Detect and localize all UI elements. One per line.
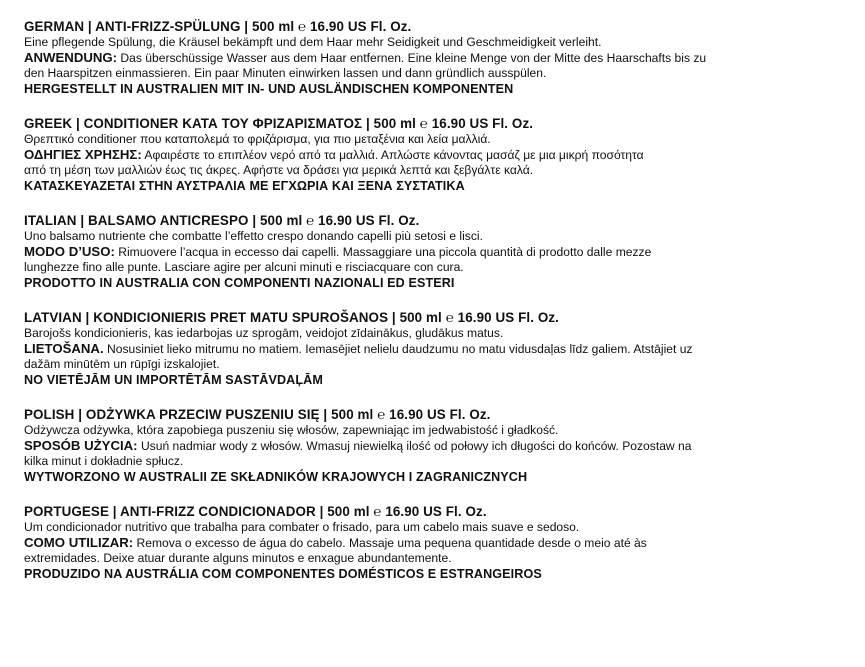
usage-instructions [24, 341, 844, 357]
product-description: Barojošs kondicionieris, kas iedarbojas uz sprogām, veidojot zīdainākus, gludākus matus. [24, 326, 504, 340]
section-heading: GREEK | CONDITIONER ΚΑΤΑ ΤΟΥ ΦΡΙΖΑΡΙΣΜΑΤΟΣ | 500 ml ℮ 16.90 US Fl. Oz. [24, 116, 534, 131]
usage-text-continued: από τη μέση των μαλλιών έως τις άκρες. Αφήστε να δράσει για μερικά λεπτά και ξεβγάλτε καλά. [24, 163, 534, 177]
section-latvian [24, 309, 844, 388]
section-heading: LATVIAN | KONDICIONIERIS PRET MATU SPUROŠANOS | 500 ml ℮ 16.90 US Fl. Oz. [24, 310, 559, 325]
product-description: Θρεπτικό conditioner που καταπολεμά το φριζάρισμα, για πιο μεταξένια και λεία μαλλιά. [24, 132, 491, 146]
usage-label: ΟΔΗΓΙΕΣ ΧΡΗΣΗΣ: [24, 147, 142, 162]
product-description: Eine pflegende Spülung, die Kräusel bekämpft und dem Haar mehr Seidigkeit und Geschmeidigkeit verleiht. [24, 35, 602, 49]
usage-instructions [24, 535, 844, 551]
product-description: Um condicionador nutritivo que trabalha para combater o frisado, para um cabelo mais suave e sedoso. [24, 520, 580, 534]
label-text-page [24, 18, 844, 600]
usage-label: SPOSÓB UŻYCIA: [24, 438, 138, 453]
usage-text-continued: lunghezze fino alle punte. Lasciare agire per alcuni minuti e risciacquare con cura. [24, 260, 464, 274]
section-heading: POLISH | ODŻYWKA PRZECIW PUSZENIU SIĘ | 500 ml ℮ 16.90 US Fl. Oz. [24, 407, 491, 422]
usage-text: Usuń nadmiar wody z włosów. Wmasuj niewielką ilość od połowy ich długości do końców. Pozostaw na [137, 439, 692, 453]
origin-statement: PRODOTTO IN AUSTRALIA CON COMPONENTI NAZIONALI ED ESTERI [24, 276, 455, 290]
usage-instructions [24, 147, 844, 163]
origin-statement: WYTWORZONO W AUSTRALII ZE SKŁADNIKÓW KRAJOWYCH I ZAGRANICZNYCH [24, 470, 528, 484]
section-german [24, 18, 844, 97]
section-portuguese [24, 503, 844, 582]
product-description: Odżywcza odżywka, która zapobiega puszeniu się włosów, zapewniając im jedwabistość i gładkość. [24, 423, 559, 437]
origin-statement: NO VIETĒJĀM UN IMPORTĒTĀM SASTĀVDAĻĀM [24, 373, 323, 387]
section-greek [24, 115, 844, 194]
usage-label: ANWENDUNG: [24, 50, 118, 65]
usage-text-continued: kilka minut i dokładnie spłucz. [24, 454, 184, 468]
product-description: Uno balsamo nutriente che combatte l’effetto crespo donando capelli più setosi e lisci. [24, 229, 483, 243]
usage-label: LIETOŠANA. [24, 341, 104, 356]
usage-instructions [24, 244, 844, 260]
usage-instructions [24, 50, 844, 66]
section-heading: ITALIAN | BALSAMO ANTICRESPO | 500 ml ℮ 16.90 US Fl. Oz. [24, 213, 420, 228]
usage-text-continued: dažām minūtēm un rūpīgi izskalojiet. [24, 357, 220, 371]
origin-statement: HERGESTELLT IN AUSTRALIEN MIT IN- UND AUSLÄNDISCHEN KOMPONENTEN [24, 82, 514, 96]
usage-text: Rimuovere l’acqua in eccesso dai capelli. Massaggiare una piccola quantità di prodotto dalle mezze [114, 245, 652, 259]
usage-label: COMO UTILIZAR: [24, 535, 134, 550]
section-italian [24, 212, 844, 291]
section-heading: PORTUGESE | ANTI-FRIZZ CONDICIONADOR | 500 ml ℮ 16.90 US Fl. Oz. [24, 504, 487, 519]
usage-text: Nosusiniet lieko mitrumu no matiem. Iemasējiet nelielu daudzumu no matu vidusdaļas līdz galiem. Atstājiet uz [103, 342, 693, 356]
usage-text: Αφαιρέστε το επιπλέον νερό από τα μαλλιά. Απλώστε κάνοντας μασάζ με μια μικρή ποσότητα [141, 148, 644, 162]
usage-text-continued: extremidades. Deixe atuar durante alguns minutos e enxague abundantemente. [24, 551, 452, 565]
usage-text-continued: den Haarspitzen einmassieren. Ein paar Minuten einwirken lassen und dann gründlich ausspülen. [24, 66, 547, 80]
section-heading: GERMAN | ANTI-FRIZZ-SPÜLUNG | 500 ml ℮ 16.90 US Fl. Oz. [24, 19, 412, 34]
origin-statement: PRODUZIDO NA AUSTRÁLIA COM COMPONENTES DOMÉSTICOS E ESTRANGEIROS [24, 567, 542, 581]
usage-text: Remova o excesso de água do cabelo. Massaje uma pequena quantidade desde o meio até às [133, 536, 647, 550]
usage-instructions [24, 438, 844, 454]
section-polish [24, 406, 844, 485]
usage-label: MODO D’USO: [24, 244, 115, 259]
usage-text: Das überschüssige Wasser aus dem Haar entfernen. Eine kleine Menge von der Mitte des Haarschafts bis zu [117, 51, 707, 65]
origin-statement: ΚΑΤΑΣΚΕΥΑΖΕΤΑΙ ΣΤΗΝ ΑΥΣΤΡΑΛΙΑ ΜΕ ΕΓΧΩΡΙΑ ΚΑΙ ΞΕΝΑ ΣΥΣΤΑΤΙΚΑ [24, 179, 465, 193]
